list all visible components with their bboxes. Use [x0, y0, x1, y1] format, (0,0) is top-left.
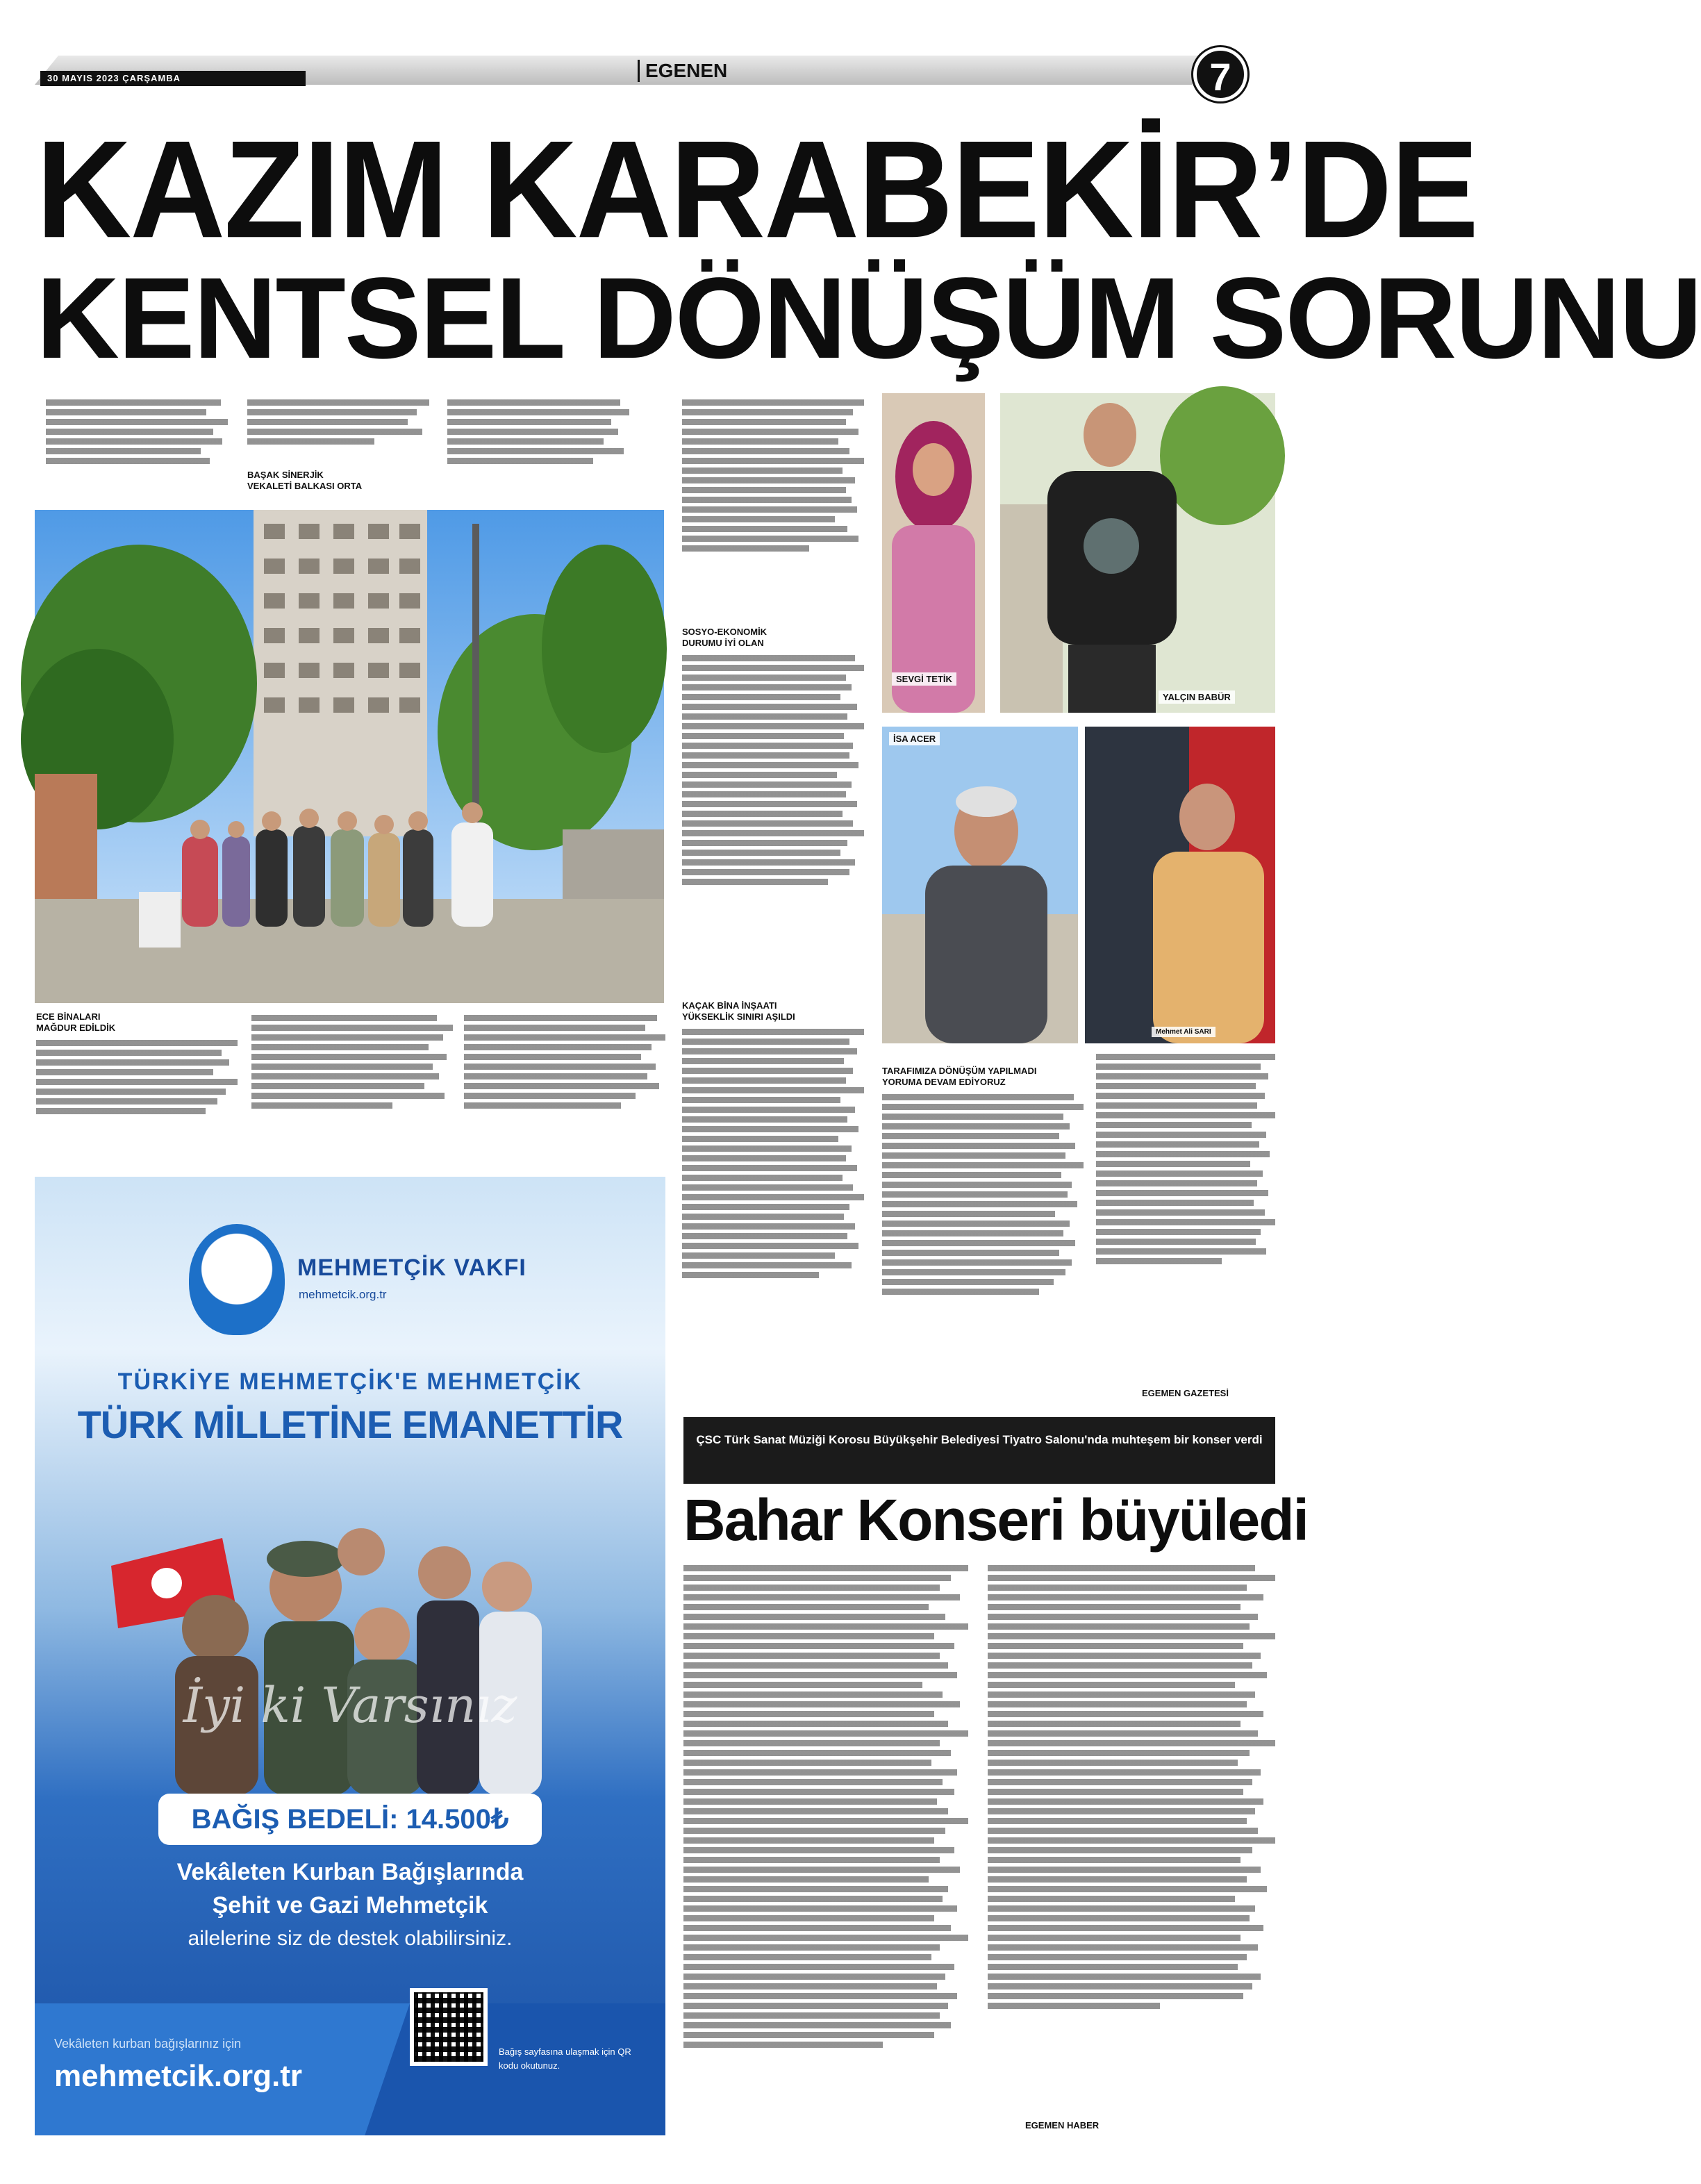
article-text-col3-bottom — [464, 1011, 665, 1155]
subhead-kacak — [682, 1000, 864, 1023]
article-text-middle-2 — [682, 652, 864, 999]
subhead-text: DURUMU İYİ OLAN — [682, 638, 764, 648]
issue-date: 30 MAYIS 2023 ÇARŞAMBA — [40, 71, 306, 86]
concert-signature: EGEMEN HABER — [1025, 2120, 1100, 2131]
subhead-sosyo — [682, 627, 864, 649]
subhead-ece — [36, 1011, 218, 1034]
qr-code-icon[interactable] — [410, 1988, 488, 2066]
ad-footer — [35, 2003, 665, 2135]
caption-young-man: YALÇIN BABÜR — [1159, 690, 1235, 704]
ad-footer-small: Vekâleten kurban bağışlarınız için — [54, 2037, 242, 2051]
article-text-col2-top — [247, 396, 429, 468]
article-signature: EGEMEN GAZETESİ — [1142, 1388, 1229, 1398]
subhead-text: MAĞDUR EDİLDİK — [36, 1023, 116, 1033]
subhead-tarafimiza — [882, 1066, 1084, 1088]
man-right-photo — [1085, 727, 1275, 1043]
subhead-basak — [247, 470, 429, 492]
portrait-woman — [882, 393, 985, 713]
portrait-man-right — [1085, 727, 1275, 1043]
ad-qr-note: Bağış sayfasına ulaşmak için QR kodu okutunuz. — [499, 2046, 631, 2071]
subhead-text: VEKALETİ BALKASI ORTA — [247, 481, 363, 491]
main-photo — [35, 510, 664, 1003]
portrait-elder-man — [882, 727, 1078, 1043]
article-text-col1-bottom — [36, 1036, 238, 1155]
ad-site-small: mehmetcik.org.tr — [299, 1288, 387, 1301]
subhead-text: BAŞAK SİNERJİK — [247, 470, 324, 480]
ad-slogan-line1: TÜRKİYE MEHMETÇİK'E MEHMETÇİK — [117, 1368, 583, 1395]
newspaper-name: EGENEN — [638, 60, 727, 82]
subhead-text: YÜKSEKLİK SINIRI AŞILDI — [682, 1011, 795, 1022]
subhead-text: YORUMA DEVAM EDİYORUZ — [882, 1077, 1006, 1087]
article-text-middle-3 — [682, 1025, 864, 1398]
ad-footer-site[interactable]: mehmetcik.org.tr — [54, 2059, 302, 2093]
portrait-young-man — [1000, 393, 1275, 713]
article-text-right-2 — [1096, 1050, 1275, 1377]
young-man-photo — [1000, 393, 1275, 713]
ad-donation-amount: BAĞIŞ BEDELİ: 14.500₺ — [158, 1794, 542, 1845]
concert-title: Bahar Konseri büyüledi — [683, 1487, 1308, 1553]
mehmetcik-logo-icon — [189, 1224, 285, 1335]
subhead-text: ECE BİNALARI — [36, 1011, 101, 1022]
caption-woman: SEVGİ TETİK — [892, 672, 956, 686]
article-text-right-1 — [882, 1091, 1084, 1396]
ad-org-name: MEHMETÇİK VAKFI — [297, 1255, 526, 1281]
page-header — [35, 50, 1271, 99]
soldiers-family-image — [139, 1469, 570, 1795]
subhead-text: KAÇAK BİNA İNŞAATI — [682, 1000, 777, 1011]
ad-line-1: Vekâleten Kurban Bağışlarında — [176, 1859, 524, 1885]
construction-site-image — [35, 510, 664, 1003]
ad-slogan-line2: TÜRK MİLLETİNE EMANETTİR — [77, 1403, 623, 1446]
article-text-col1-top — [46, 396, 228, 495]
article-text-col3-top — [447, 396, 629, 495]
subhead-text: TARAFIMIZA DÖNÜŞÜM YAPILMADI — [882, 1066, 1037, 1076]
headline-line-1: KAZIM KARABEKİR’DE — [36, 112, 1478, 267]
concert-text-col1 — [683, 1562, 968, 2135]
caption-man-right: Mehmet Ali SARI — [1152, 1027, 1215, 1037]
article-text-middle-1 — [682, 396, 864, 625]
concert-text-col2 — [988, 1562, 1275, 2117]
elder-man-photo — [882, 727, 1078, 1043]
article-text-col2-bottom — [251, 1011, 453, 1155]
woman-photo — [882, 393, 985, 713]
ad-script-text: İyi ki Varsınız — [183, 1677, 517, 1734]
mehmetcik-advertisement[interactable] — [35, 1177, 665, 2135]
ad-line-3: ailelerine siz de destek olabilirsiniz. — [188, 1927, 513, 1950]
page-number: 7 — [1193, 47, 1247, 101]
subhead-text: SOSYO-EKONOMİK — [682, 627, 767, 637]
concert-kicker: ÇSC Türk Sanat Müziği Korosu Büyükşehir Belediyesi Tiyatro Salonu'nda muhteşem bir konser verdi — [683, 1417, 1275, 1484]
ad-line-2: Şehit ve Gazi Mehmetçik — [212, 1892, 488, 1919]
main-headline — [36, 112, 1701, 383]
headline-line-2: KENTSEL DÖNÜŞÜM SORUNU — [36, 254, 1701, 383]
caption-elder-man: İSA ACER — [889, 732, 940, 745]
